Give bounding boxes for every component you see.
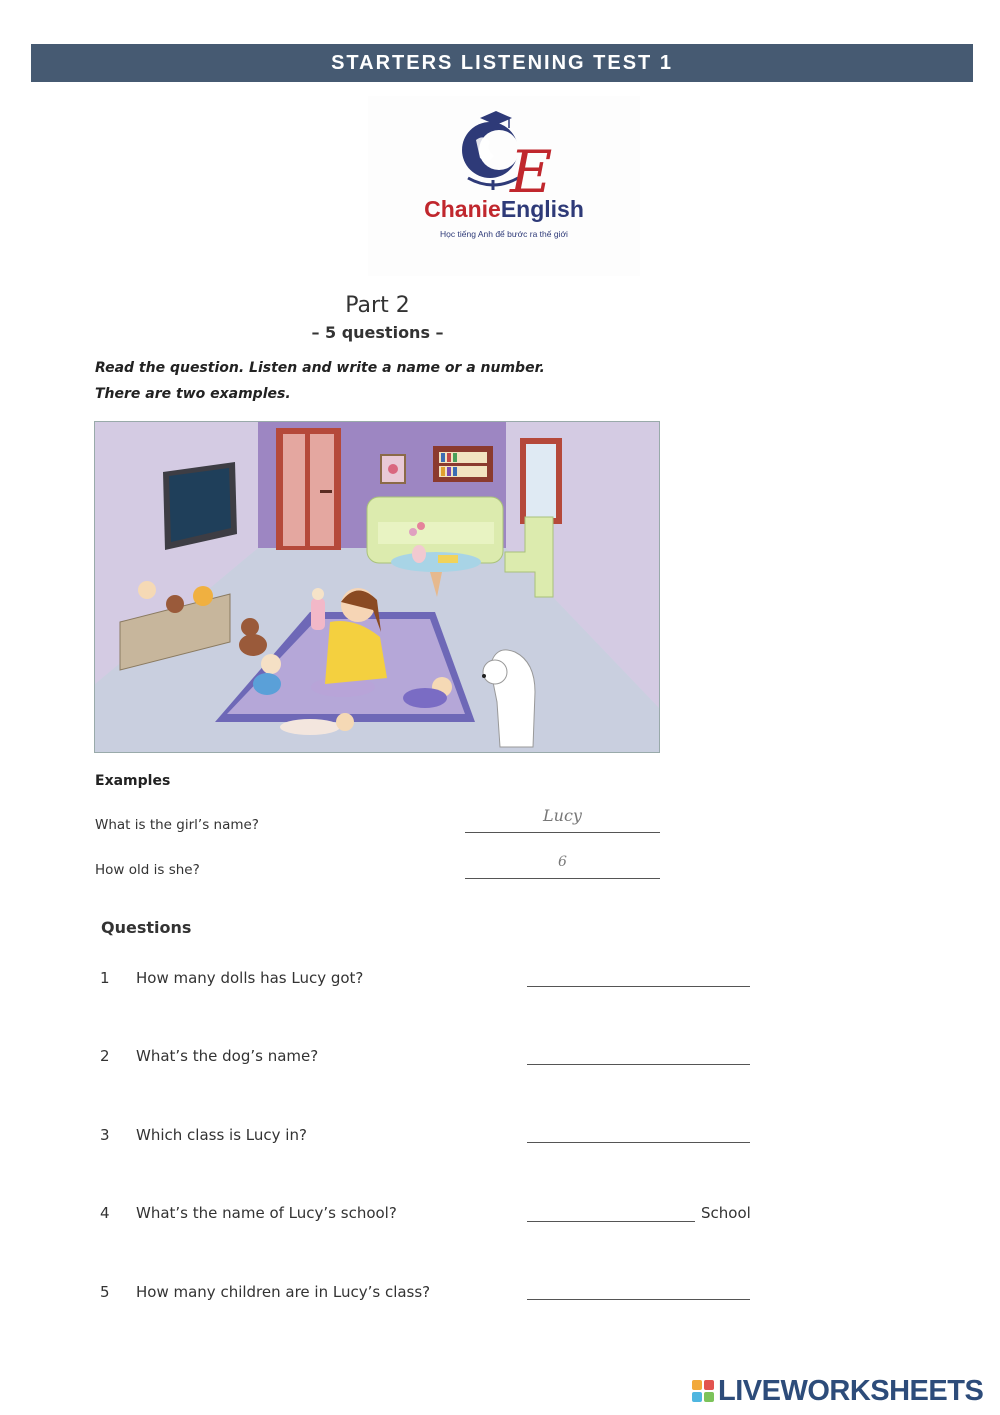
liveworksheets-watermark <box>692 1374 983 1408</box>
part-title: Part 2 <box>345 293 410 318</box>
liveworksheets-icon <box>692 1380 714 1402</box>
part-subtitle: – 5 questions – <box>311 323 444 342</box>
question-text-2: What’s the dog’s name? <box>136 1047 319 1065</box>
svg-text:E: E <box>510 138 553 196</box>
brand-part-1: Chanie <box>424 196 501 222</box>
example-answer-1: Lucy <box>543 806 582 825</box>
example-answer-2: 6 <box>558 854 567 870</box>
question-number-4: 4 <box>100 1204 110 1222</box>
brand-name <box>368 196 640 223</box>
question-number-5: 5 <box>100 1283 110 1301</box>
answer-field-2[interactable] <box>527 1044 750 1065</box>
question-number-2: 2 <box>100 1047 110 1065</box>
question-text-5: How many children are in Lucy’s class? <box>136 1283 431 1301</box>
instruction-1: Read the question. Listen and write a name or a number. <box>95 360 545 376</box>
brand-tagline: Học tiếng Anh để bước ra thế giới <box>440 229 568 239</box>
liveworksheets-brand: LIVEWORKSHEETS <box>718 1374 984 1407</box>
question-text-3: Which class is Lucy in? <box>136 1126 307 1144</box>
answer-field-4[interactable] <box>527 1201 695 1222</box>
answer-field-3[interactable] <box>527 1122 750 1143</box>
room-illustration <box>94 421 660 753</box>
question-number-1: 1 <box>100 969 110 987</box>
answer-suffix-4: School <box>701 1204 751 1222</box>
globe-logo-icon <box>368 96 640 196</box>
question-text-1: How many dolls has Lucy got? <box>136 969 364 987</box>
question-text-4: What’s the name of Lucy’s school? <box>136 1204 397 1222</box>
question-number-3: 3 <box>100 1126 110 1144</box>
example-question-1: What is the girl’s name? <box>95 817 259 833</box>
example-question-2: How old is she? <box>95 862 200 878</box>
questions-heading: Questions <box>101 918 192 937</box>
examples-heading: Examples <box>95 773 171 789</box>
chanie-english-logo <box>368 96 640 276</box>
answer-field-5[interactable] <box>527 1279 750 1300</box>
instruction-2: There are two examples. <box>95 386 291 402</box>
page-title: STARTERS LISTENING TEST 1 <box>331 51 673 74</box>
title-bar <box>31 44 973 82</box>
answer-field-1[interactable] <box>527 966 750 987</box>
brand-part-2: English <box>500 196 584 222</box>
